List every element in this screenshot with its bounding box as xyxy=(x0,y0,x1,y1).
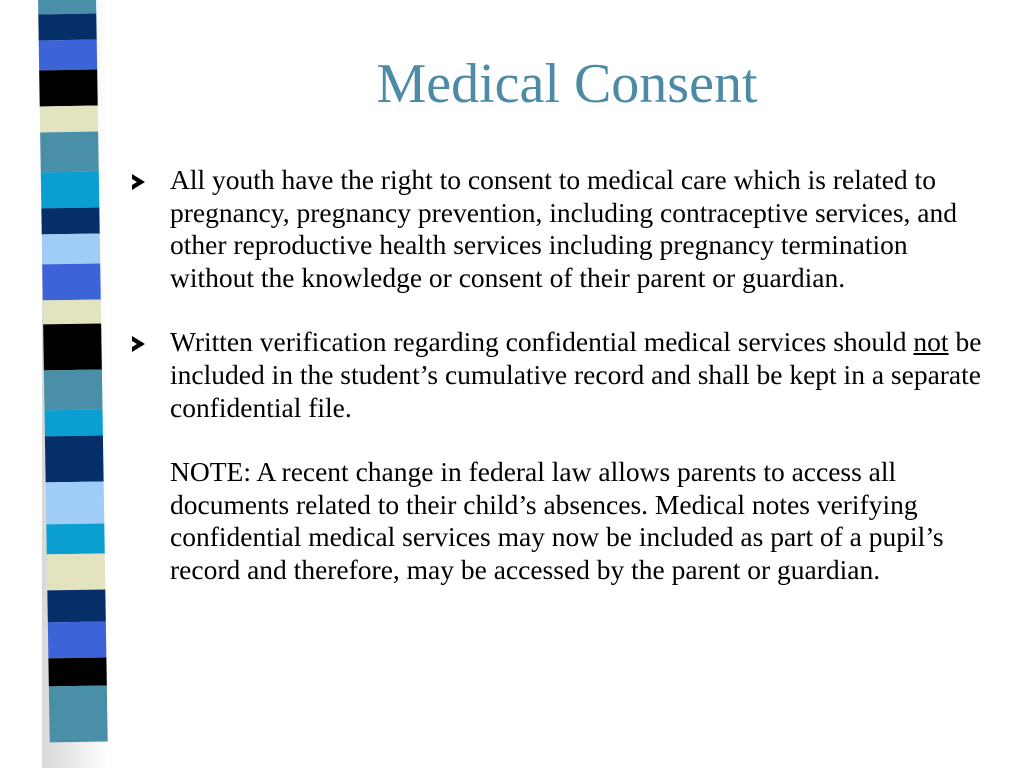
stripe-block xyxy=(40,106,98,133)
note-paragraph: NOTE: A recent change in federal law allows parents to access all documents related to their child’s absences. Medical notes verifying confidential medical services may now be included as part of a pupil’s record and therefore, may be accessed by the parent or guardian. xyxy=(170,456,944,585)
stripe-block xyxy=(40,132,99,173)
slide-content xyxy=(132,164,992,587)
stripe-block xyxy=(49,685,108,742)
stripe-block xyxy=(48,621,107,658)
stripe-block xyxy=(42,234,100,265)
stripe-block xyxy=(41,172,100,209)
stripe-block xyxy=(45,409,103,436)
bullet-item xyxy=(132,326,992,424)
stripe-block xyxy=(47,553,106,590)
stripe-block xyxy=(46,523,104,554)
bullet-text-start: Written verification regarding confidential medical services should xyxy=(170,326,914,358)
stripe-block xyxy=(45,435,104,482)
stripe-block xyxy=(44,369,103,410)
bullet-text-end: be included in the student’s cumulative record and shall be kept in a separate confidential file. xyxy=(170,326,982,423)
stripe-block xyxy=(39,70,98,107)
stripe-band xyxy=(38,0,108,768)
stripe-block xyxy=(48,657,106,686)
slide-title: Medical Consent xyxy=(376,53,758,115)
bullet-text: All youth have the right to consent to medical care which is related to pregnancy, pregnancy prevention, including contraceptive services, and other reproductive health services including pregnancy termination without the knowledge or consent of their parent or guardian. xyxy=(170,164,957,293)
bullet-item xyxy=(132,164,992,294)
stripe-block xyxy=(41,208,99,235)
stripe-block xyxy=(42,264,101,301)
bullet-emphasis: not xyxy=(913,326,949,358)
stripe-block xyxy=(38,14,96,41)
decorative-stripe xyxy=(0,0,110,768)
stripe-block xyxy=(39,40,97,71)
stripe-block xyxy=(47,589,105,622)
stripe-block xyxy=(43,324,102,371)
stripe-block xyxy=(46,481,105,524)
arrow-bullet-icon xyxy=(132,336,145,352)
stripe-block xyxy=(38,0,96,14)
arrow-bullet-icon xyxy=(132,174,145,190)
stripe-block xyxy=(43,300,101,325)
